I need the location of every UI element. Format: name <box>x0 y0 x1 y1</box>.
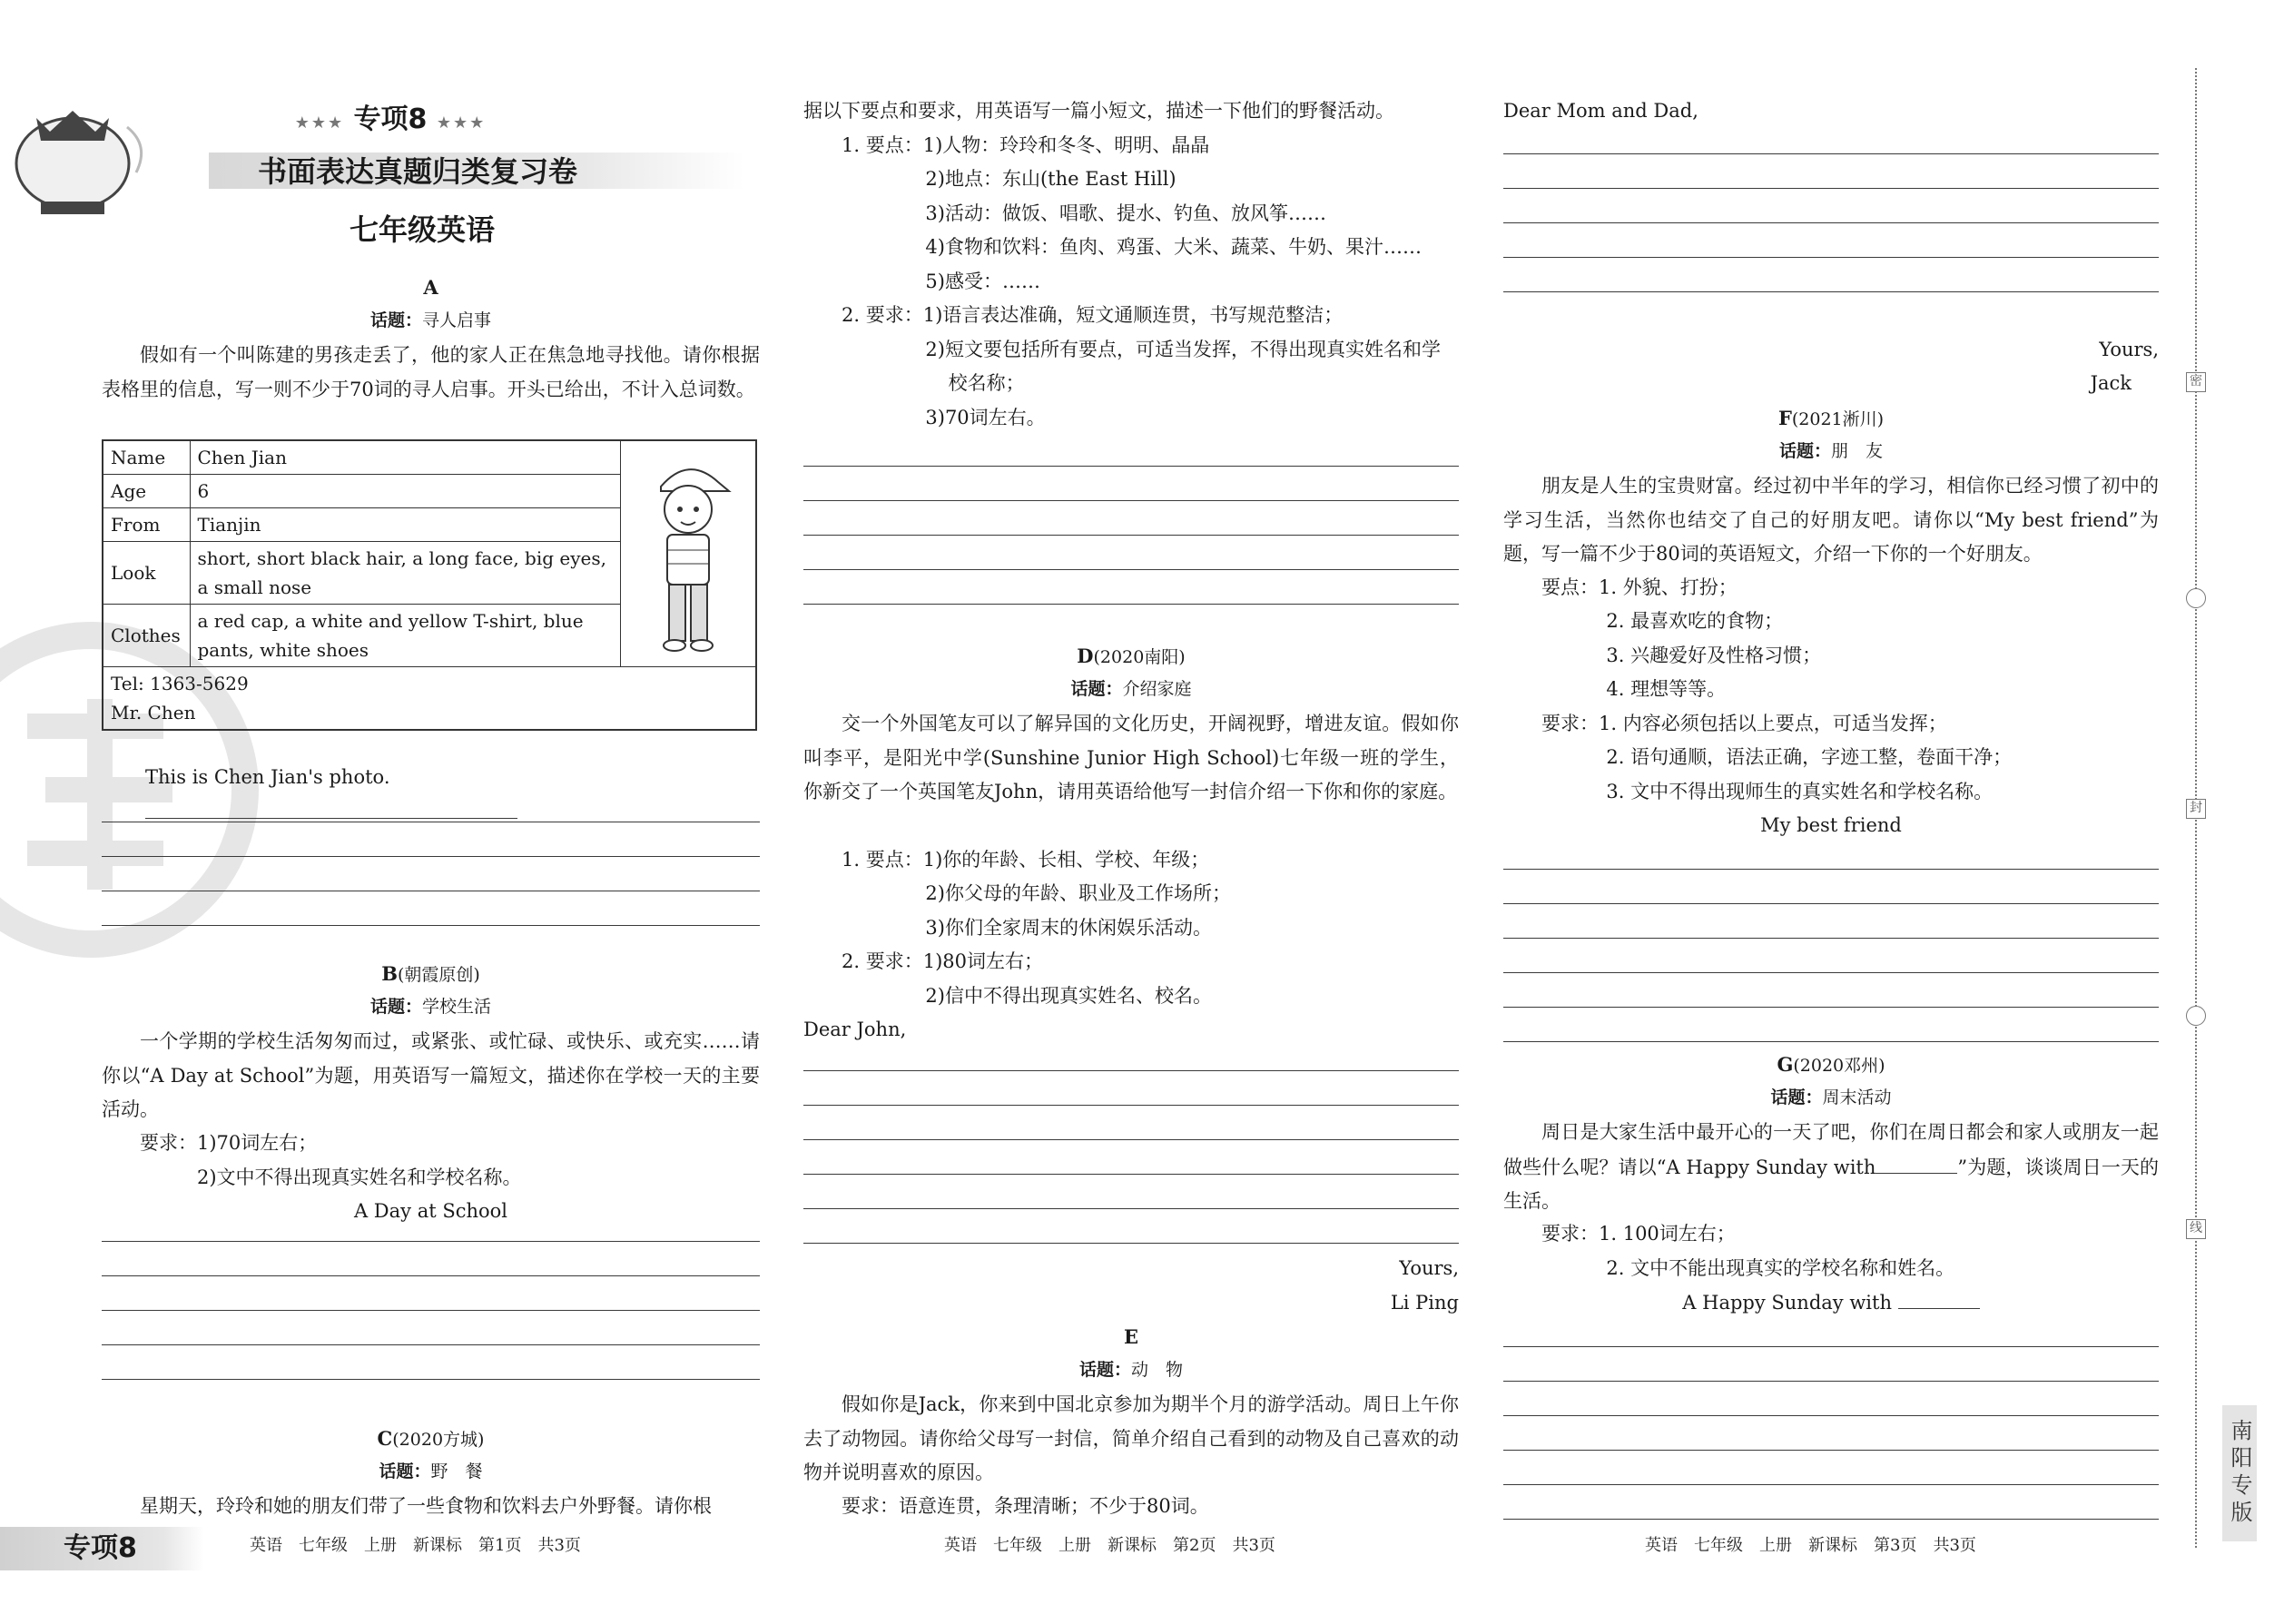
answer-line[interactable] <box>102 1311 760 1345</box>
section-a-intro: 假如有一个叫陈建的男孩走丢了，他的家人正在焦急地寻找他。请你根据表格里的信息，写一则不少于70词的寻人启事。开头已给出，不计入总词数。 <box>102 344 760 400</box>
section-d-signature: Li Ping <box>1390 1292 1459 1314</box>
section-d-closing: Yours, <box>1399 1257 1459 1279</box>
answer-lines-b <box>102 1207 760 1380</box>
section-f-topic: 话题：朋 友 <box>1778 441 1884 461</box>
footer-page-2: 英语 七年级 上册 新课标 第2页 共3页 <box>944 1536 1275 1555</box>
section-c-req: 2)短文要包括所有要点，可适当发挥，不得出现真实姓名和学 <box>925 339 1441 360</box>
answer-lines-f <box>1503 835 2159 1042</box>
section-b-req1: 要求：1)70词左右； <box>140 1132 318 1154</box>
answer-line[interactable] <box>1503 939 2159 973</box>
boy-icon <box>638 446 738 655</box>
answer-line[interactable] <box>1503 1313 2159 1347</box>
section-f-label: F(2021淅川) <box>1777 407 1885 429</box>
section-a-label: A <box>423 276 438 299</box>
section-b-topic: 话题：学校生活 <box>369 997 492 1017</box>
section-d-req: 2)信中不得出现真实姓名、校名。 <box>925 985 1212 1007</box>
answer-line[interactable] <box>803 1071 1459 1106</box>
answer-line[interactable] <box>1503 1485 2159 1520</box>
section-d-req-head: 2. 要求：1)80词左右； <box>842 950 1043 972</box>
column-1 <box>102 0 760 1624</box>
title-blank[interactable] <box>1876 1150 1957 1174</box>
section-e-salutation: Dear Mom and Dad, <box>1503 100 1698 122</box>
answer-line[interactable] <box>803 1106 1459 1140</box>
section-e-signature: Jack <box>2090 372 2132 394</box>
answer-line[interactable] <box>1503 870 2159 904</box>
section-c-intro-part1: 星期天，玲玲和她的朋友们带了一些食物和饮料去户外野餐。请你根 <box>140 1495 712 1517</box>
answer-line[interactable] <box>1503 835 2159 870</box>
answer-lines-c <box>803 432 1459 605</box>
column-3 <box>1503 0 2159 1624</box>
answer-line[interactable] <box>1503 1451 2159 1485</box>
answer-line[interactable] <box>102 1207 760 1242</box>
answer-lines-e <box>1503 120 2159 292</box>
section-f-req: 2. 语句通顺，语法正确，字迹工整，卷面干净； <box>1606 746 2013 768</box>
missing-person-table <box>102 439 757 731</box>
page-title: 书面表达真题归类复习卷 <box>257 154 577 189</box>
section-f-point: 2. 最喜欢吃的食物； <box>1606 610 1784 632</box>
section-a-topic: 话题：寻人启事 <box>369 310 492 330</box>
answer-line[interactable] <box>1503 223 2159 258</box>
column-2 <box>803 0 1459 1624</box>
section-e-intro: 假如你是Jack，你来到中国北京参加为期半个月的游学活动。周日上午你去了动物园。请你给父母写一封信，简单介绍自己看到的动物及自己喜欢的动物并说明喜欢的原因。 <box>803 1393 1459 1483</box>
section-c-req: 校名称； <box>948 372 1025 394</box>
section-d-point: 3)你们全家周末的休闲娱乐活动。 <box>925 917 1212 939</box>
section-d-label: D(2020南阳) <box>1077 645 1186 667</box>
section-e-topic: 话题：动 物 <box>1078 1360 1184 1380</box>
section-c-req: 3)70词左右。 <box>925 407 1046 428</box>
section-f-points-head: 要点：1. 外貌、打扮； <box>1541 576 1738 598</box>
answer-lines-a <box>102 788 760 926</box>
binding-hole-icon <box>2186 588 2206 608</box>
section-c-point: 5)感受：…… <box>925 271 1040 292</box>
table-row <box>103 440 756 475</box>
answer-line[interactable] <box>803 467 1459 501</box>
title-blank[interactable] <box>1898 1285 1980 1309</box>
tel: Tel: 1363-5629 <box>111 673 249 694</box>
section-c-intro-part2: 据以下要点和要求，用英语写一篇小短文，描述一下他们的野餐活动。 <box>803 100 1394 122</box>
section-b-essay-title: A Day at School <box>353 1200 508 1222</box>
answer-line[interactable] <box>1503 1347 2159 1382</box>
section-g-label: G(2020邓州) <box>1777 1053 1885 1076</box>
seal-mark: 密 <box>2186 372 2206 392</box>
answer-line[interactable] <box>102 788 760 822</box>
table-label: Look <box>103 542 190 605</box>
section-b-intro: 一个学期的学校生活匆匆而过，或紧张、或忙碌、或快乐、或充实……请你以“A Day at School”为题，用英语写一篇短文，描述你在学校一天的主要活动。 <box>102 1030 760 1120</box>
answer-line[interactable] <box>803 1175 1459 1209</box>
section-f-intro: 朋友是人生的宝贵财富。经过初中半年的学习，相信你已经习惯了初中的学习生活，当然你也结交了自己的好朋友吧。请你以“My best friend”为题，写一篇不少于80词的英语短文，介绍一下你的一个好朋友。 <box>1503 475 2159 565</box>
section-c-point: 3)活动：做饭、唱歌、提水、钓鱼、放风筝…… <box>925 202 1326 224</box>
answer-line[interactable] <box>1503 1416 2159 1451</box>
section-c-point: 2)地点：东山(the East Hill) <box>925 168 1177 190</box>
answer-line[interactable] <box>1503 1382 2159 1416</box>
footer-tag: 专项8 <box>64 1532 137 1564</box>
answer-line[interactable] <box>1503 120 2159 154</box>
section-f-req: 3. 文中不得出现师生的真实姓名和学校名称。 <box>1606 781 1994 802</box>
answer-lines-d <box>803 1037 1459 1244</box>
section-e-closing: Yours, <box>2099 339 2159 360</box>
section-d-salutation: Dear John, <box>803 1019 907 1040</box>
table-label: From <box>103 508 190 542</box>
section-c-req-head: 2. 要求：1)语言表达准确，短文通顺连贯，书写规范整洁； <box>842 304 1344 326</box>
answer-line[interactable] <box>803 1037 1459 1071</box>
section-c-points-head: 1. 要点：1)人物：玲玲和冬冬、明明、晶晶 <box>842 134 1210 156</box>
page-subtitle: 七年级英语 <box>349 212 495 247</box>
table-value: a red cap, a white and yellow T-shirt, blue pants, white shoes <box>190 605 620 667</box>
answer-line[interactable] <box>803 570 1459 605</box>
seal-mark: 线 <box>2186 1219 2206 1239</box>
binding-hole-icon <box>2186 1006 2206 1026</box>
answer-line[interactable] <box>1503 904 2159 939</box>
section-c-point: 4)食物和饮料：鱼肉、鸡蛋、大米、蔬菜、牛奶、果汁…… <box>925 236 1422 258</box>
section-f-point: 3. 兴趣爱好及性格习惯； <box>1606 645 1822 666</box>
contact-cell <box>103 667 756 731</box>
answer-line[interactable] <box>803 536 1459 570</box>
answer-line[interactable] <box>102 1276 760 1311</box>
section-a-start: This is Chen Jian's photo. <box>102 761 760 830</box>
edition-badge: 南阳专版 <box>2222 1405 2257 1541</box>
answer-line[interactable] <box>1503 189 2159 223</box>
answer-line[interactable] <box>1503 154 2159 189</box>
section-b-label: B(朝霞原创) <box>381 962 480 985</box>
section-g-essay-title: A Happy Sunday with <box>1503 1285 2159 1321</box>
answer-lines-g <box>1503 1313 2159 1520</box>
answer-line[interactable] <box>102 822 760 857</box>
section-g-intro: 周日是大家生活中最开心的一天了吧，你们在周日都会和家人或朋友一起做些什么呢？请以“A Happy Sunday with ”为题，谈谈周日一天的生活。 <box>1503 1121 2159 1212</box>
footer-tag-box <box>0 1527 204 1570</box>
section-f-essay-title: My best friend <box>1760 814 1902 836</box>
table-label: Age <box>103 475 190 508</box>
answer-line[interactable] <box>803 1140 1459 1175</box>
section-b-req2: 2)文中不得出现真实姓名和学校名称。 <box>197 1166 522 1188</box>
footer-page-1: 英语 七年级 上册 新课标 第1页 共3页 <box>250 1536 581 1555</box>
answer-line[interactable] <box>803 501 1459 536</box>
footer-page-3: 英语 七年级 上册 新课标 第3页 共3页 <box>1645 1536 1976 1555</box>
answer-line[interactable] <box>803 432 1459 467</box>
section-c-topic: 话题：野 餐 <box>379 1462 483 1481</box>
answer-line[interactable] <box>102 891 760 926</box>
section-d-topic: 话题：介绍家庭 <box>1070 679 1192 699</box>
section-d-point: 2)你父母的年龄、职业及工作场所； <box>925 882 1231 904</box>
answer-line[interactable] <box>102 1242 760 1276</box>
table-value: Tianjin <box>190 508 620 542</box>
boy-photo <box>620 440 756 667</box>
answer-line[interactable] <box>1503 973 2159 1008</box>
section-g-req: 2. 文中不能出现真实的学校名称和姓名。 <box>1606 1257 1955 1279</box>
answer-line[interactable] <box>803 1209 1459 1244</box>
section-d-intro: 交一个外国笔友可以了解异国的文化历史，开阔视野，增进友谊。假如你叫李平，是阳光中学(Sunshine Junior High School)七年级一班的学生，你新交了一个英国笔友John，请用英语给他写一封信介绍一下你和你的家庭。 <box>803 713 1459 802</box>
answer-line[interactable] <box>1503 1008 2159 1042</box>
section-g-req-head: 要求：1. 100词左右； <box>1541 1223 1736 1245</box>
table-value: Chen Jian <box>190 440 620 475</box>
section-f-point: 4. 理想等等。 <box>1606 678 1727 700</box>
answer-line[interactable] <box>102 857 760 891</box>
table-label: Clothes <box>103 605 190 667</box>
section-c-label: C(2020方城) <box>377 1427 485 1450</box>
section-e-req: 要求：语意连贯，条理清晰；不少于80词。 <box>842 1495 1209 1517</box>
answer-line[interactable] <box>102 1345 760 1380</box>
contact-name: Mr. Chen <box>111 702 196 723</box>
section-e-label: E <box>1123 1325 1138 1348</box>
section-g-topic: 话题：周末活动 <box>1770 1088 1892 1107</box>
series-label: ★★★ 专项8 ★★★ <box>294 103 487 135</box>
section-d-points-head: 1. 要点：1)你的年龄、长相、学校、年级； <box>842 849 1210 871</box>
seal-mark: 封 <box>2186 799 2206 819</box>
section-f-req-head: 要求：1. 内容必须包括以上要点，可适当发挥； <box>1541 713 1947 734</box>
table-value: short, short black hair, a long face, big eyes, a small nose <box>190 542 620 605</box>
table-row <box>103 667 756 731</box>
table-label: Name <box>103 440 190 475</box>
table-value: 6 <box>190 475 620 508</box>
answer-line[interactable] <box>1503 258 2159 292</box>
